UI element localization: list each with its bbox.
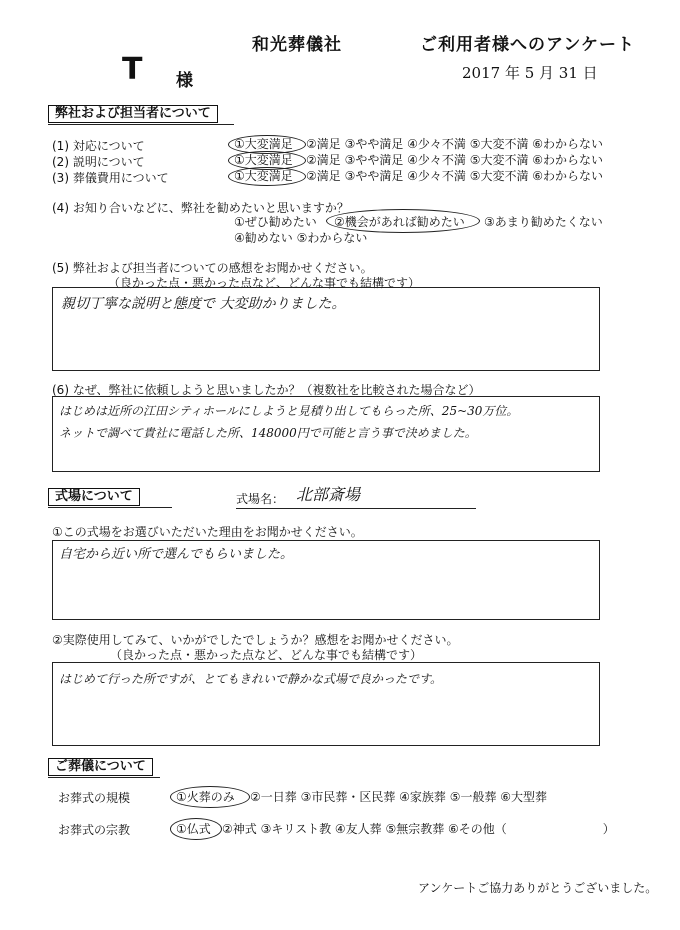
rating-selected-1: ①大変満足 bbox=[234, 137, 293, 151]
section-underline bbox=[48, 507, 172, 508]
answer-box-venue-impression bbox=[52, 662, 600, 746]
survey-title: ご利用者様へのアンケート bbox=[420, 35, 635, 55]
scale-label: お葬式の規模 bbox=[58, 791, 131, 805]
customer-honorific: 様 bbox=[176, 71, 193, 91]
religion-selected: ①仏式 bbox=[176, 822, 211, 836]
question-venue-reason: ①この式場をお選びいただいた理由をお聞かせください。 bbox=[52, 525, 363, 539]
answer-impression: 親切丁寧な説明と態度で 大変助かりました。 bbox=[61, 296, 346, 312]
answer-reason-line2: ネットで調べて貴社に電話した所、148000円で可能と言う事で決めました。 bbox=[59, 426, 477, 440]
survey-date: 2017 年 5 月 31 日 bbox=[462, 64, 598, 82]
scale-options: ②一日葬 ③市民葬・区民葬 ④家族葬 ⑤一般葬 ⑥大型葬 bbox=[250, 790, 548, 804]
section-heading-staff: 弊社および担当者について bbox=[48, 105, 218, 123]
venue-label: 式場名： bbox=[236, 492, 285, 506]
section-underline bbox=[48, 777, 160, 778]
rating-label-3: (3) 葬儀費用について bbox=[52, 171, 169, 185]
venue-underline bbox=[236, 508, 476, 509]
rating-options-2: ②満足 ③やや満足 ④少々不満 ⑤大変不満 ⑥わからない bbox=[306, 153, 604, 167]
question-impression: (5) 弊社および担当者についての感想をお聞かせください。 bbox=[52, 261, 373, 275]
section-heading-venue: 式場について bbox=[48, 488, 140, 506]
answer-venue-reason: 自宅から近い所で選んでもらいました。 bbox=[59, 547, 294, 562]
question-recommend: (4) お知り合いなどに、弊社を勧めたいと思いますか？ bbox=[52, 201, 349, 215]
answer-box-impression bbox=[52, 287, 600, 371]
footer-thanks: アンケートご協力ありがとうございました。 bbox=[418, 881, 658, 895]
rating-selected-3: ①大変満足 bbox=[234, 169, 293, 183]
section-underline bbox=[48, 124, 234, 125]
question-venue-impression: ②実際使用してみて、いかがでしたでしょうか？感想をお聞かせください。 bbox=[52, 633, 459, 647]
scale-selected: ①火葬のみ bbox=[176, 790, 235, 804]
question-impression-sub: （良かった点・悪かった点など、どんな事でも結構です） bbox=[108, 276, 421, 290]
recommend-selected: ②機会があれば勧めたい bbox=[334, 215, 465, 229]
answer-box-venue-reason bbox=[52, 540, 600, 620]
selection-circle bbox=[170, 786, 250, 808]
answer-reason-line1: はじめは近所の江田シティホールにしようと見積り出してもらった所、25~30万位。 bbox=[59, 404, 519, 418]
religion-options: ②神式 ③キリスト教 ④友人葬 ⑤無宗教葬 ⑥その他（ ） bbox=[222, 822, 615, 836]
religion-label: お葬式の宗教 bbox=[58, 823, 131, 837]
selection-circle bbox=[170, 818, 222, 840]
recommend-option-line2: ④勧めない ⑤わからない bbox=[234, 231, 368, 245]
customer-initial: T bbox=[122, 52, 143, 87]
answer-venue-impression: はじめて行った所ですが、とてもきれいで静かな式場で良かったです。 bbox=[59, 672, 443, 686]
recommend-option-3: ③あまり勧めたくない bbox=[484, 215, 603, 229]
company-name: 和光葬儀社 bbox=[252, 35, 342, 55]
section-heading-funeral: ご葬儀について bbox=[48, 758, 153, 776]
question-reason: (6) なぜ、弊社に依頼しようと思いましたか？（複数社を比較された場合など） bbox=[52, 383, 481, 397]
rating-selected-2: ①大変満足 bbox=[234, 153, 293, 167]
rating-options-3: ②満足 ③やや満足 ④少々不満 ⑤大変不満 ⑥わからない bbox=[306, 169, 604, 183]
rating-options-1: ②満足 ③やや満足 ④少々不満 ⑤大変不満 ⑥わからない bbox=[306, 137, 604, 151]
selection-circle bbox=[326, 209, 480, 233]
recommend-option-1: ①ぜひ勧めたい bbox=[234, 215, 317, 229]
rating-label-2: (2) 説明について bbox=[52, 155, 145, 169]
answer-box-reason bbox=[52, 396, 600, 472]
question-venue-impression-sub: （良かった点・悪かった点など、どんな事でも結構です） bbox=[110, 648, 423, 662]
rating-label-1: (1) 対応について bbox=[52, 139, 145, 153]
selection-circle bbox=[228, 167, 306, 186]
venue-name: 北部斎場 bbox=[296, 485, 361, 504]
